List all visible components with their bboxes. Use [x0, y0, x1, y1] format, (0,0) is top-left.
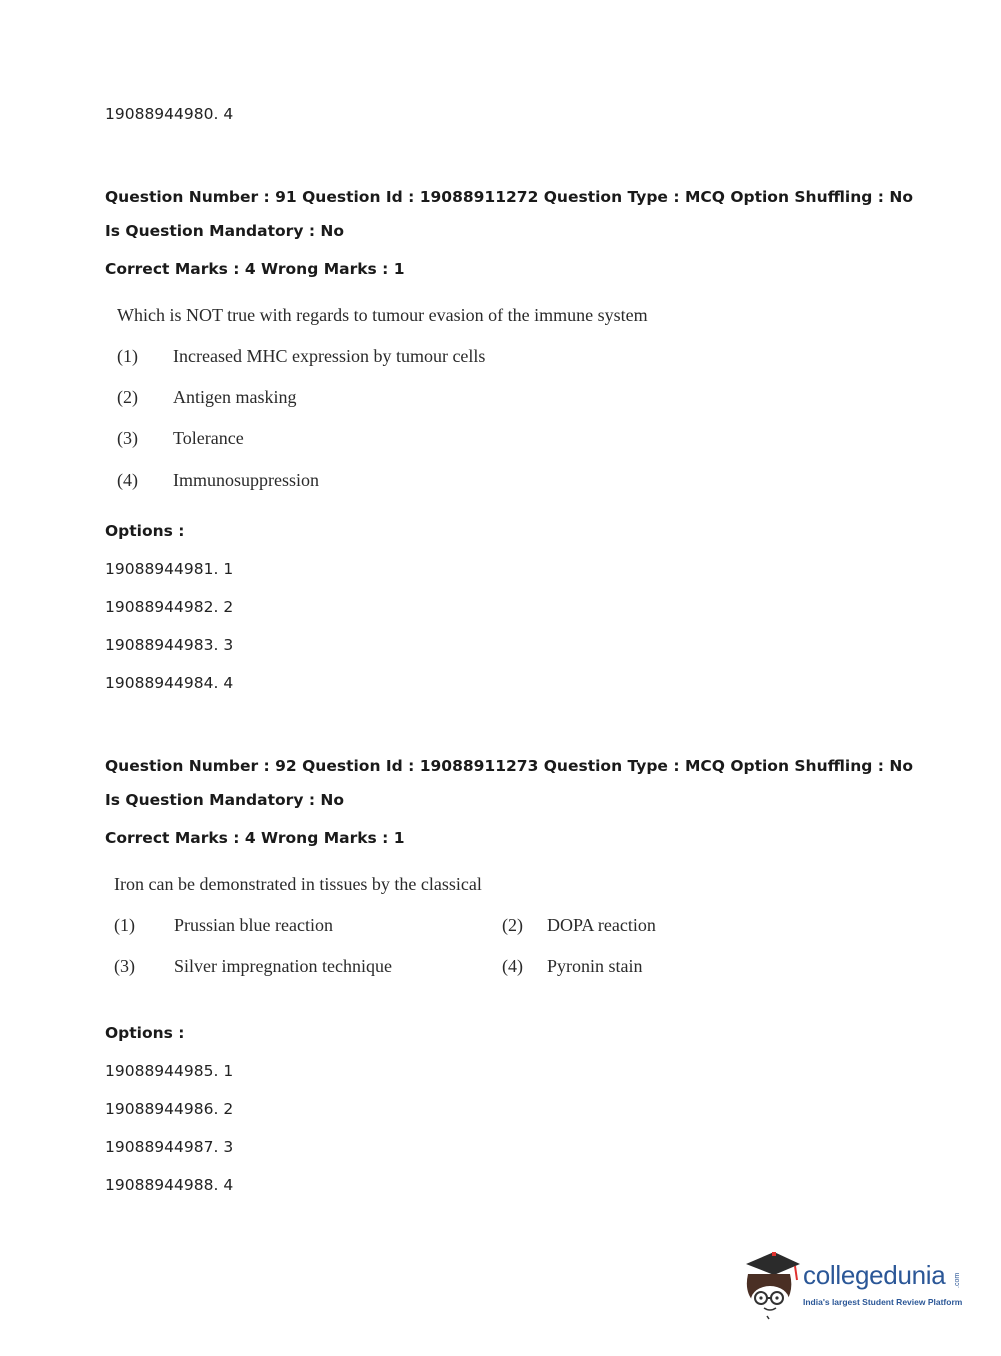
choice-text: Prussian blue reaction — [174, 915, 333, 935]
option-line: 19088944984. 4 — [105, 674, 234, 692]
question-mandatory: Is Question Mandatory : No — [105, 791, 345, 809]
option-line: 19088944980. 4 — [105, 105, 234, 123]
choice-text: DOPA reaction — [547, 915, 656, 935]
question-text: Which is NOT true with regards to tumour evasion of the immune system — [117, 305, 648, 325]
option-line: 19088944986. 2 — [105, 1100, 234, 1118]
choice-number: (3) — [114, 956, 135, 976]
choice-text: Immunosuppression — [173, 470, 319, 490]
choice-text: Antigen masking — [173, 387, 297, 407]
choice-number: (4) — [117, 470, 138, 490]
option-line: 19088944981. 1 — [105, 560, 234, 578]
question-mandatory: Is Question Mandatory : No — [105, 222, 345, 240]
option-line: 19088944982. 2 — [105, 598, 234, 616]
logo-wordmark: collegedunia — [803, 1260, 946, 1290]
choice-text: Pyronin stain — [547, 956, 643, 976]
mascot-icon — [740, 1248, 802, 1320]
choice-text: Tolerance — [173, 428, 244, 448]
choice-number: (1) — [114, 915, 135, 935]
question-header: Question Number : 91 Question Id : 19088911272 Question Type : MCQ Option Shuffling : No — [105, 188, 913, 206]
choice-text: Silver impregnation technique — [174, 956, 392, 976]
choice-number: (3) — [117, 428, 138, 448]
logo-suffix: .com — [954, 1272, 961, 1288]
logo-tagline: India's largest Student Review Platform — [803, 1297, 963, 1307]
option-line: 19088944983. 3 — [105, 636, 234, 654]
question-marks: Correct Marks : 4 Wrong Marks : 1 — [105, 829, 405, 847]
choice-number: (4) — [502, 956, 523, 976]
choice-number: (2) — [502, 915, 523, 935]
choice-text: Increased MHC expression by tumour cells — [173, 346, 486, 366]
option-line: 19088944985. 1 — [105, 1062, 234, 1080]
choice-number: (2) — [117, 387, 138, 407]
question-text: Iron can be demonstrated in tissues by the classical — [114, 874, 482, 894]
option-line: 19088944987. 3 — [105, 1138, 234, 1156]
options-label: Options : — [105, 1024, 185, 1042]
question-header: Question Number : 92 Question Id : 19088911273 Question Type : MCQ Option Shuffling : No — [105, 757, 913, 775]
choice-number: (1) — [117, 346, 138, 366]
options-label: Options : — [105, 522, 185, 540]
question-marks: Correct Marks : 4 Wrong Marks : 1 — [105, 260, 405, 278]
option-line: 19088944988. 4 — [105, 1176, 234, 1194]
